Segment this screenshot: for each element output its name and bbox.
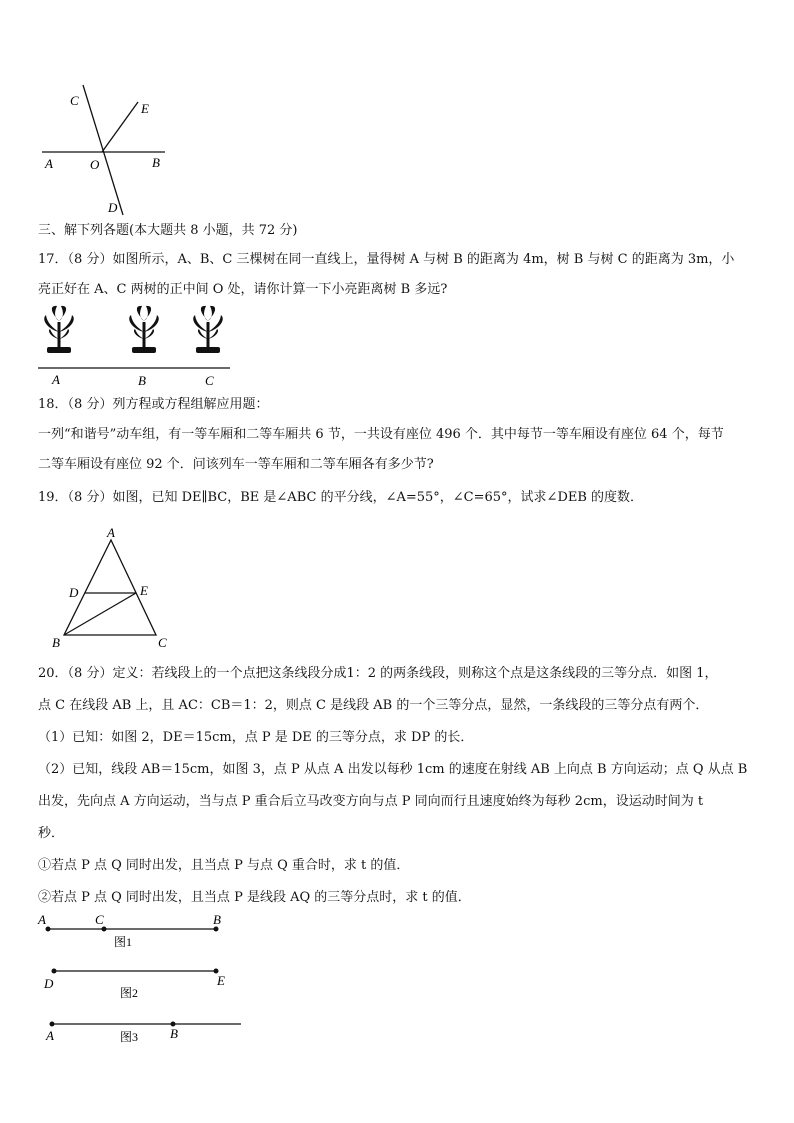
fig3-label-a: A — [46, 1028, 54, 1043]
ray-oe — [102, 102, 138, 152]
fig3-label-b: B — [170, 1026, 178, 1041]
q20-text-line6: 秒． — [38, 826, 65, 841]
tri-label-e: E — [140, 583, 148, 598]
fig2-label-e: E — [217, 973, 225, 988]
q20-sub2: ②若点 P 点 Q 同时出发，且当点 P 是线段 AQ 的三等分点时，求 t 的值． — [38, 890, 471, 905]
section-heading: 三、解下列各题(本大题共 8 小题，共 72 分) — [38, 223, 298, 238]
tri-label-a: A — [107, 525, 115, 540]
fig1-label-b: B — [213, 912, 221, 927]
q20-text-line3: （1）已知：如图 2，DE＝15cm，点 P 是 DE 的三等分点，求 DP 的长． — [38, 730, 474, 745]
fig3-caption: 图3 — [120, 1030, 139, 1044]
q20-text-line2: 点 C 在线段 AB 上，且 AC：CB＝1：2，则点 C 是线段 AB 的一个三等分点，显然，一条线段的三等分点有两个． — [38, 698, 709, 713]
tree-a-icon — [44, 306, 74, 353]
q20-text-line5: 出发，先向点 A 方向运动，当与点 P 重合后立马改变方向与点 P 同向而行且速度始终为每秒 2cm，设运动时间为 t — [38, 794, 704, 809]
fig1-label-c: C — [95, 912, 104, 927]
q18-text-line1: 18．（8 分）列方程或方程组解应用题： — [38, 397, 269, 412]
tree-label-c: C — [205, 373, 214, 388]
q18-text-line3: 二等车厢设有座位 92 个．问该列车一等车厢和二等车厢各有多少节? — [38, 457, 434, 472]
tree-b-icon — [129, 306, 159, 353]
fig2-point-d — [52, 969, 57, 974]
tri-label-d: D — [69, 585, 79, 600]
fig2-caption: 图2 — [120, 986, 139, 1000]
tree-label-b: B — [138, 373, 146, 388]
fig1-caption: 图1 — [114, 935, 133, 949]
fig2-label-d: D — [44, 976, 54, 991]
fig1-point-c — [102, 927, 107, 932]
triangle-figure — [46, 525, 176, 655]
fig1-label-a: A — [38, 912, 46, 927]
q20-sub1: ①若点 P 点 Q 同时出发，且当点 P 与点 Q 重合时，求 t 的值． — [38, 858, 410, 873]
q19-text-line1: 19．（8 分）如图，已知 DE∥BC，BE 是∠ABC 的平分线，∠A=55°，∠C=65°，试求∠DEB 的度数． — [38, 490, 644, 505]
tree-label-a: A — [52, 372, 60, 387]
segment-figures — [34, 908, 249, 1048]
label-b: B — [152, 155, 160, 170]
tri-label-c: C — [158, 635, 167, 650]
label-o: O — [90, 157, 100, 172]
fig1-point-a — [46, 927, 51, 932]
fig1-point-b — [214, 927, 219, 932]
label-e: E — [141, 101, 149, 116]
q18-text-line2: 一列“和谐号”动车组，有一等车厢和二等车厢共 6 节，一共设有座位 496 个．其中每节一等车厢设有座位 64 个，每节 — [38, 427, 724, 442]
q17-text-line1: 17．（8 分）如图所示，A、B、C 三棵树在同一直线上，量得树 A 与树 B 的距离为 4m，树 B 与树 C 的距离为 3m，小 — [38, 252, 735, 267]
label-c: C — [70, 93, 79, 108]
tree-c-icon — [193, 306, 223, 353]
q20-text-line1: 20．（8 分）定义：若线段上的一个点把这条线段分成1：2 的两条线段，则称这个点是这条线段的三等分点．如图 1， — [38, 666, 718, 681]
intersecting-lines-figure — [30, 80, 190, 220]
fig3-point-a — [50, 1022, 55, 1027]
q20-text-line4: （2）已知，线段 AB＝15cm，如图 3，点 P 从点 A 出发以每秒 1cm 的速度在射线 AB 上向点 B 方向运动；点 Q 从点 B — [38, 762, 748, 777]
label-d: D — [108, 200, 118, 215]
label-a: A — [45, 156, 53, 171]
q17-text-line2: 亮正好在 A、C 两树的正中间 O 处，请你计算一下小亮距离树 B 多远? — [38, 282, 448, 297]
trees-figure — [34, 305, 234, 390]
tri-label-b: B — [52, 635, 60, 650]
